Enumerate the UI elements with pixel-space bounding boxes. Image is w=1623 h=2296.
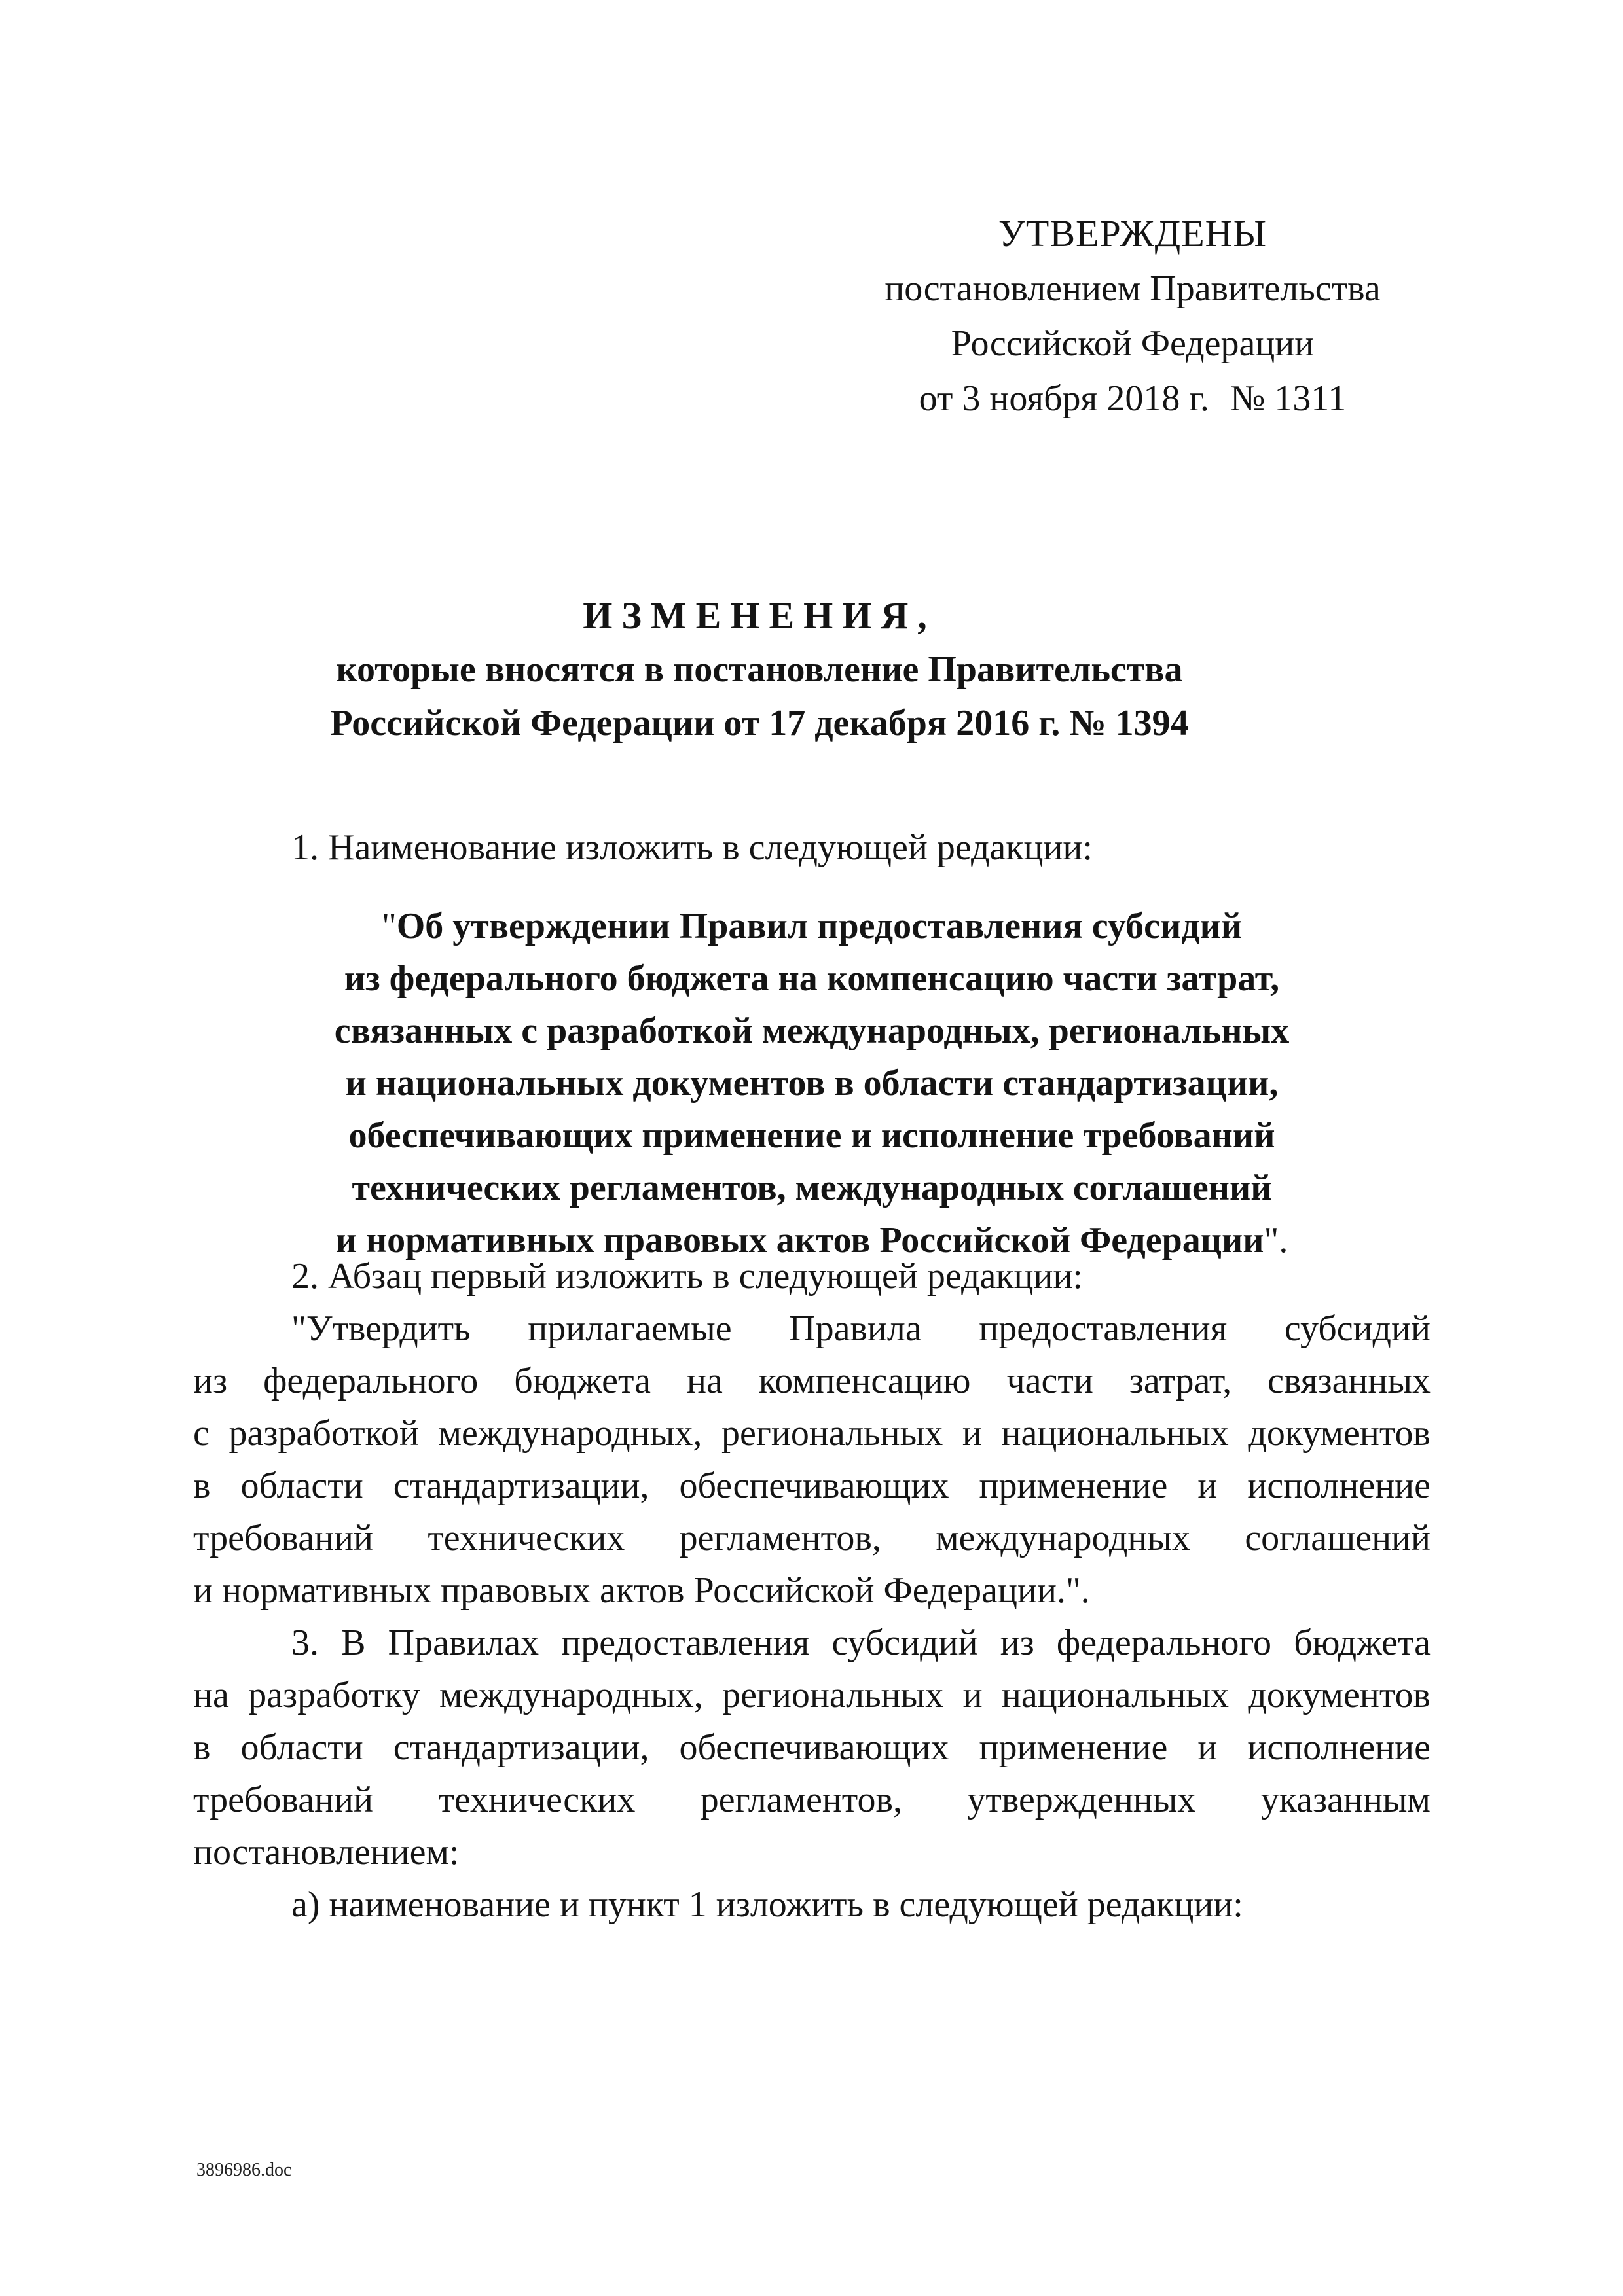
item-2-line-4: в области стандартизации, обеспечивающих применение и исполнение — [193, 1465, 1431, 1506]
quote-open-mark: " — [381, 906, 397, 946]
item-3-sub-a: а) наименование и пункт 1 изложить в следующей редакции: — [291, 1884, 1243, 1925]
item-2-line-1: "Утвердить прилагаемые Правила предоставления субсидий — [291, 1308, 1431, 1349]
approval-date-line — [851, 371, 1414, 426]
title-main: ИЗМЕНЕНИЯ, — [583, 594, 936, 637]
quote-close-mark: ". — [1264, 1220, 1288, 1261]
document-title — [249, 589, 1270, 750]
item-1 — [193, 821, 1431, 874]
quote-line-4: и национальных документов в области стандартизации, — [345, 1063, 1279, 1103]
new-title-quote — [249, 900, 1375, 1266]
approval-line-2: Российской Федерации — [951, 323, 1315, 364]
approval-block — [851, 206, 1414, 426]
item-3-line-3: в области стандартизации, обеспечивающих применение и исполнение — [193, 1727, 1431, 1768]
title-sub-1: которые вносятся в постановление Правительства — [336, 649, 1183, 690]
title-sub-2: Российской Федерации от 17 декабря 2016 г. № 1394 — [330, 703, 1189, 744]
quote-line-2: из федерального бюджета на компенсацию части затрат, — [344, 958, 1280, 999]
quote-line-7-text: и нормативных правовых актов Российской Федерации — [335, 1220, 1264, 1261]
item-3-line-5: постановлением: — [193, 1832, 460, 1873]
approved-heading: УТВЕРЖДЕНЫ — [998, 212, 1267, 255]
item-2-line-3: с разработкой международных, региональных и национальных документов — [193, 1413, 1431, 1454]
quote-line-6: технических регламентов, международных соглашений — [352, 1168, 1272, 1208]
quote-line-1 — [249, 900, 1375, 952]
quote-line-3: связанных с разработкой международных, региональных — [334, 1011, 1290, 1051]
item-3-line-4: требований технических регламентов, утвержденных указанным — [193, 1780, 1431, 1820]
quote-line-1-text: Об утверждении Правил предоставления субсидий — [396, 906, 1243, 946]
item-2-line-2: из федерального бюджета на компенсацию части затрат, связанных — [193, 1361, 1431, 1401]
item-2-intro: 2. Абзац первый изложить в следующей редакции: — [291, 1256, 1083, 1297]
item-3-line-1: 3. В Правилах предоставления субсидий из федерального бюджета — [291, 1623, 1431, 1663]
approval-line-1: постановлением Правительства — [884, 268, 1381, 309]
approval-date: от 3 ноября 2018 г. — [919, 378, 1209, 419]
approval-number: № 1311 — [1230, 378, 1347, 419]
item-1-text: 1. Наименование изложить в следующей редакции: — [291, 827, 1093, 868]
item-3 — [193, 1617, 1431, 1931]
item-2 — [193, 1250, 1431, 1617]
item-2-line-5: требований технических регламентов, международных соглашений — [193, 1518, 1431, 1558]
item-3-line-2: на разработку международных, региональных и национальных документов — [193, 1675, 1431, 1715]
quote-line-5: обеспечивающих применение и исполнение требований — [348, 1115, 1275, 1156]
doc-reference: 3896986.doc — [196, 2160, 292, 2180]
item-2-line-6: и нормативных правовых актов Российской Федерации.". — [193, 1570, 1090, 1611]
